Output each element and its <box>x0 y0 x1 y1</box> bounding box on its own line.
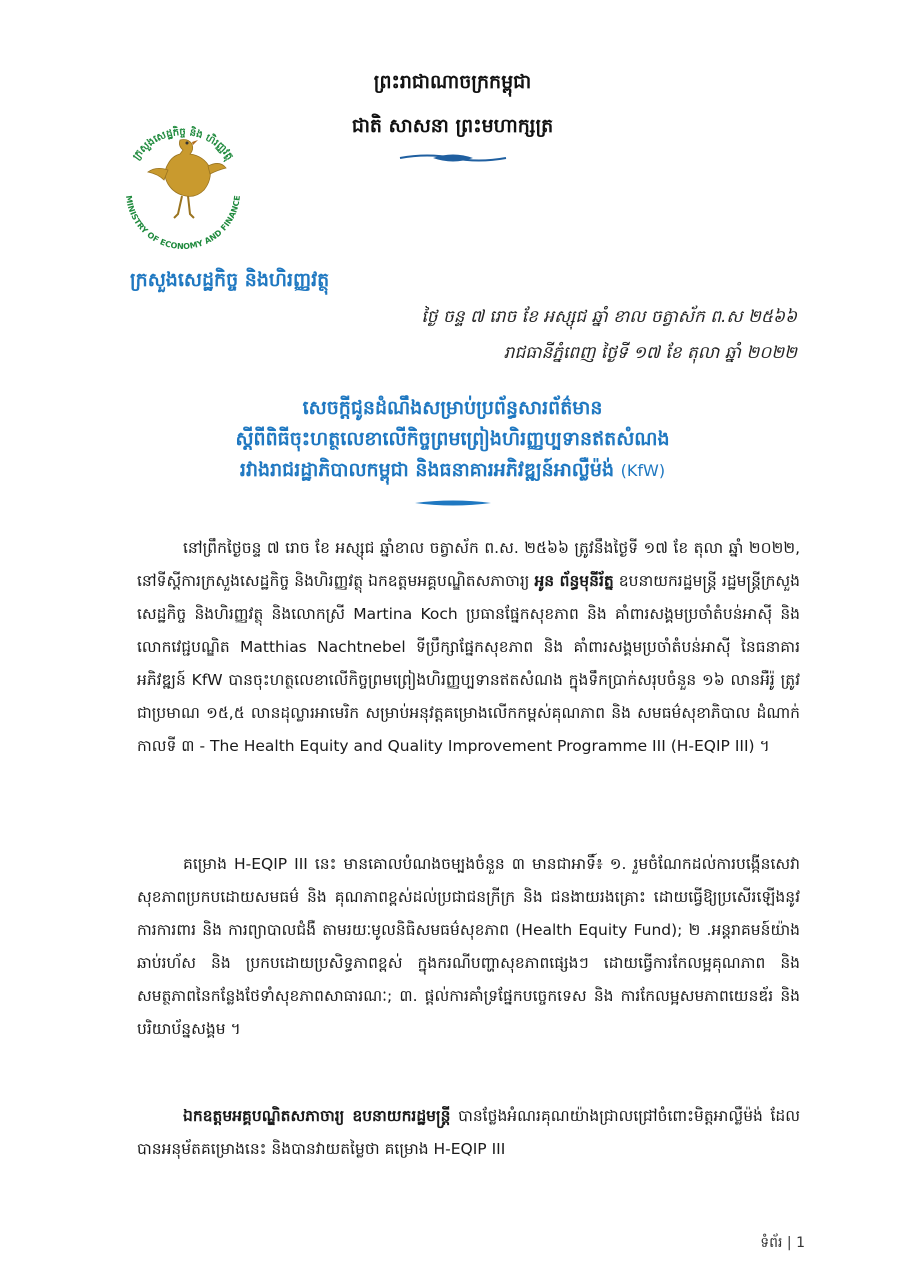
title-line-3 <box>0 458 905 486</box>
title-kfw: (KfW) <box>620 461 666 480</box>
paragraph-3-lead: ឯកឧត្តមអគ្គបណ្ឌិតសភាចារ្យ ឧបនាយករដ្ឋមន្ត្រី <box>183 1107 451 1125</box>
paragraph-2: គម្រោង H-EQIP III នេះ មានគោលបំណងចម្បងចំនួន ៣ មានជាអាទិ៍៖ ១. រួមចំណែកដល់ការបង្កើនសេវាសុខភាពប្រកបដោយសមធម៌ និង គុណភាពខ្ពស់ដល់ប្រជាជនក្រីក្រ និង ជនងាយរងគ្រោះ ដោយធ្វើឱ្យប្រសើរឡើងនូវការការពារ និង ការព្យាបាលជំងឺ តាមរយៈមូលនិធិសមធម៌សុខភាព (Health Equity Fund); ២ .អន្តរាគមន៍យ៉ាងឆាប់រហ័ស និង ប្រកបដោយប្រសិទ្ធភាពខ្ពស់ ក្នុងករណីបញ្ហាសុខភាពផ្សេងៗ ដោយធ្វើការកែលម្អគុណភាព និង សមត្ថភាពនៃកន្លែងថែទាំសុខភាពសាធារណៈ; ៣. ផ្តល់ការគាំទ្រផ្នែកបច្ចេកទេស និង ការកែលម្អសមភាពយេនឌ័រ និង បរិយាប័ន្នសង្គម ។ <box>137 855 800 1038</box>
paragraph-3-text: បានថ្លែងអំណរគុណយ៉ាងជ្រាលជ្រៅចំពោះមិត្តអាល្លឺម៉ង់ ដែលបានអនុម័តគម្រោងនេះ និងបានវាយតម្លៃថា គម្រោង H-EQIP III <box>137 1107 801 1158</box>
svg-text:MINISTRY OF ECONOMY AND FINANC: MINISTRY OF ECONOMY AND FINANCE <box>124 194 242 252</box>
title-line-1: សេចក្តីជូនដំណឹងសម្រាប់ប្រព័ន្ធសារព័ត៌មាន <box>302 397 603 419</box>
national-motto: ជាតិ សាសនា ព្រះមហាក្សត្រ <box>351 115 554 137</box>
title-divider <box>0 492 905 511</box>
kingdom-heading: ព្រះរាជាណាចក្រកម្ពុជា <box>373 71 532 93</box>
paragraph-1-text-b: ឧបនាយករដ្ឋមន្ត្រី រដ្ឋមន្ត្រីក្រសួងសេដ្ឋកិច្ច និងហិរញ្ញវត្ថុ និងលោកស្រី Martina Koch ប្រធានផ្នែកសុខភាព និង គាំពារសង្គមប្រចាំតំបន់អាស៊ី និង លោកវេជ្ជបណ្ឌិត Matthias Nachtnebel ទីប្រឹក្សាផ្នែកសុខភាព និង គាំពារសង្គមប្រចាំតំបន់អាស៊ី នៃធនាគារអភិវឌ្ឍន៍ KfW បានចុះហត្ថលេខាលើកិច្ចព្រមព្រៀងហិរញ្ញប្បទានឥតសំណង ក្នុងទឹកប្រាក់សរុបចំនួន ១៦ លានអឺរ៉ូ ត្រូវជាប្រមាណ ១៥,៥ លានដុល្លារអាមេរិក សម្រាប់អនុវត្តគម្រោងលើកកម្ពស់គុណភាព និង សមធម៌សុខាភិបាល ដំណាក់កាលទី ៣ - The Health Equity and Quality Improvement Programme III (H-EQIP III) ។ <box>137 572 800 755</box>
official-name: អូន ព័ន្ធមុនីរ័ត្ន <box>534 572 614 590</box>
title-line-2: ស្តីពីពិធីចុះហត្ថលេខាលើកិច្ចព្រមព្រៀងហិរញ្ញប្បទានឥតសំណង <box>235 428 670 450</box>
paragraph-1-text-a: នៅព្រឹកថ្ងៃចន្ទ ៧ រោច ខែ អស្សុជ ឆ្នាំខាល ចត្វាស័ក ព.ស. ២៥៦៦ ត្រូវនឹងថ្ងៃទី ១៧ ខែ តុលា ឆ្នាំ ២០២២, នៅទីស្តីការក្រសួងសេដ្ឋកិច្ច និងហិរញ្ញវត្ថុ ឯកឧត្តមអគ្គបណ្ឌិតសភាចារ្យ <box>137 539 800 590</box>
ministry-logo <box>108 110 258 260</box>
ministry-name: ក្រសួងសេដ្ឋកិច្ច និងហិរញ្ញវត្ថុ <box>130 269 330 291</box>
title-line-3-text: រវាងរាជរដ្ឋាភិបាលកម្ពុជា និងធនាគារអភិវឌ្ឍន៍អាល្លឺម៉ង់ <box>239 459 615 481</box>
solar-date: រាជធានីភ្នំពេញ ថ្ងៃទី ១៧ ខែ តុលា ឆ្នាំ ២០២២ <box>503 343 797 363</box>
svg-text:ក្រសួងសេដ្ឋកិច្ច និង ហិរញ្ញវត្: ក្រសួងសេដ្ឋកិច្ច និង ហិរញ្ញវត្ថុ <box>131 126 235 163</box>
paragraph-3 <box>137 1100 800 1166</box>
paragraph-1 <box>137 532 800 763</box>
lunar-date: ថ្ងៃ ចន្ទ ៧ រោច ខែ អស្សុជ ឆ្នាំ ខាល ចត្វាស័ក ព.ស ២៥៦៦ <box>421 307 797 327</box>
page-number: ទំព័រ | 1 <box>760 1235 805 1251</box>
